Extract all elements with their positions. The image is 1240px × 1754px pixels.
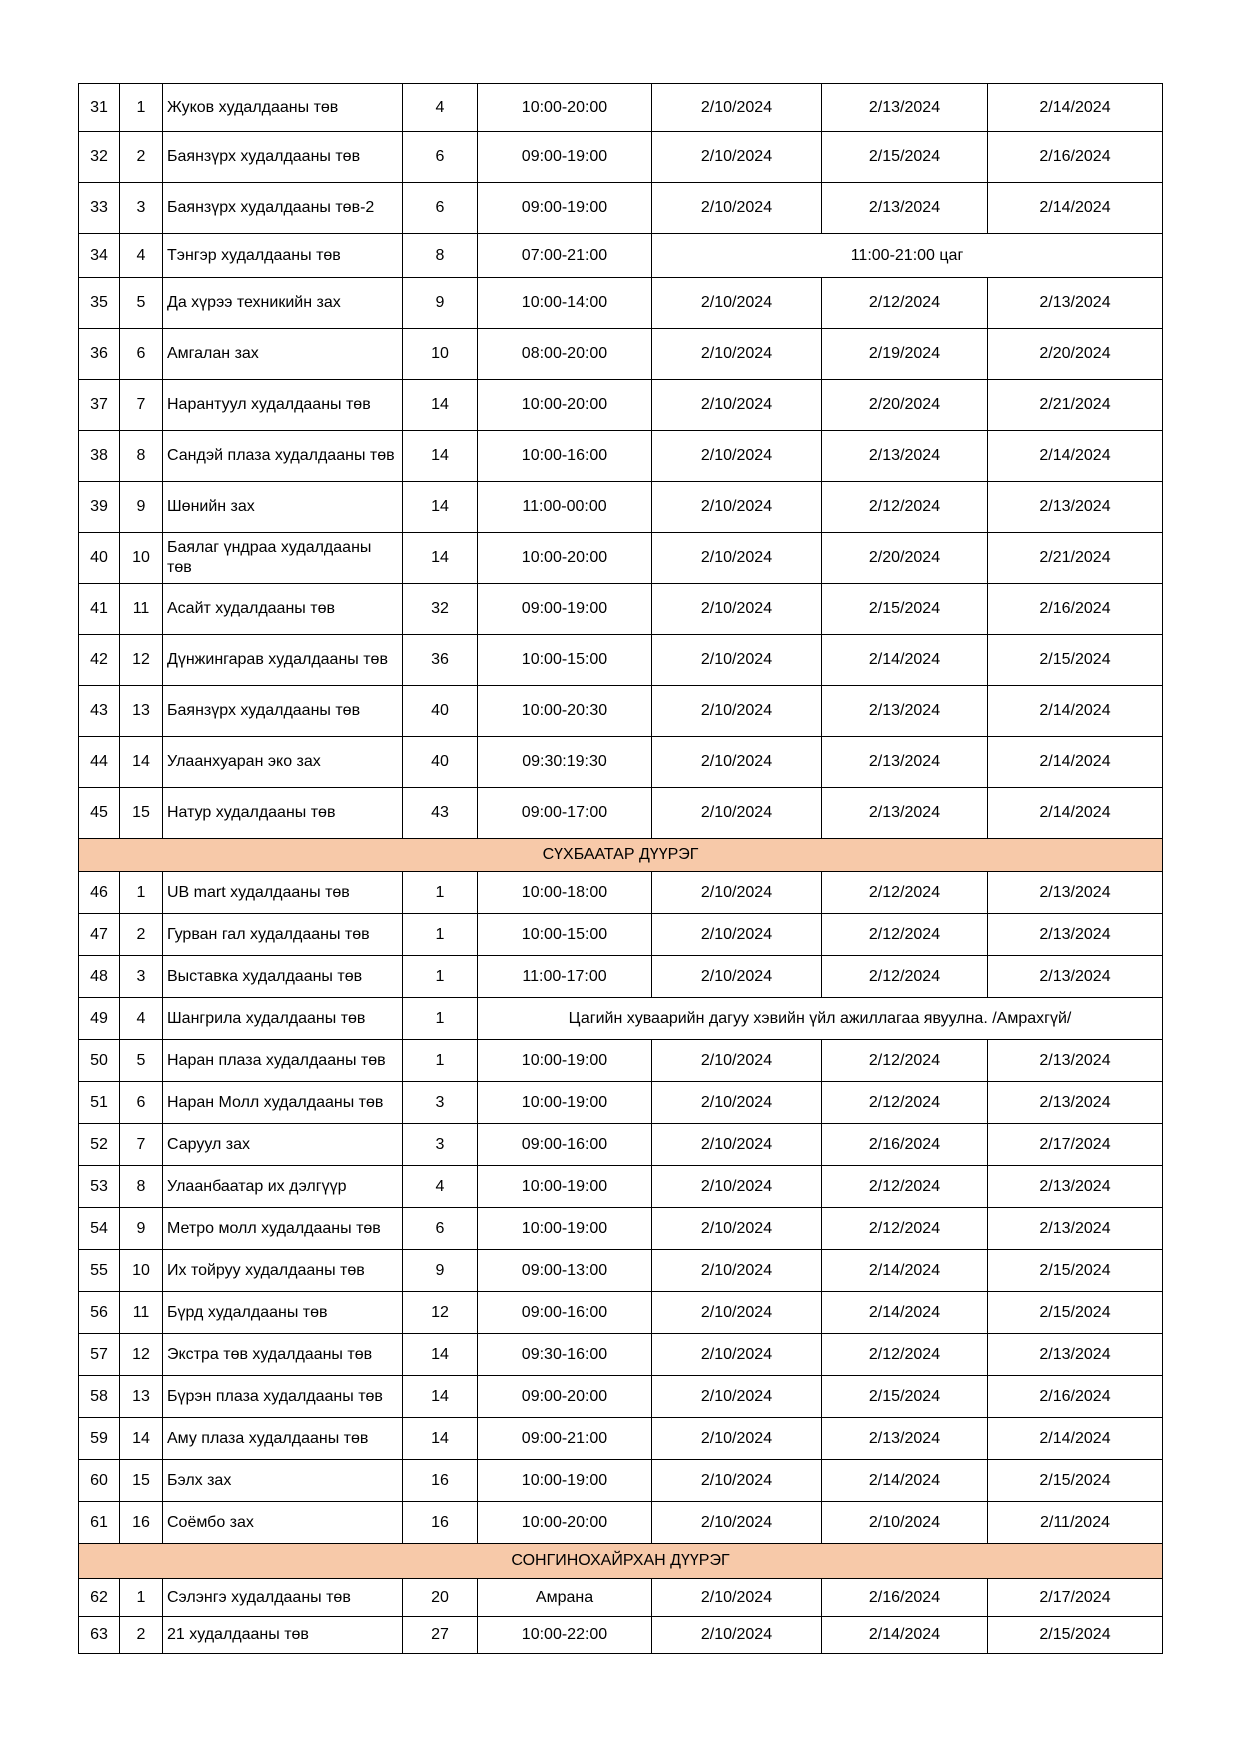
table-row: [79, 1376, 1163, 1418]
date-3: 2/15/2024: [988, 1617, 1163, 1654]
date-1: 2/10/2024: [652, 635, 822, 686]
district-index: 1: [120, 84, 163, 132]
working-hours: 07:00-21:00: [478, 234, 652, 278]
date-1: 2/10/2024: [652, 482, 822, 533]
date-2: 2/13/2024: [822, 686, 988, 737]
working-hours: 10:00-20:00: [478, 380, 652, 431]
row-number: 56: [79, 1292, 120, 1334]
market-name: Баянзүрх худалдааны төв: [163, 132, 403, 183]
schedule-note: Цагийн хуваарийн дагуу хэвийн үйл ажиллагаа явуулна. /Амрахгүй/: [478, 998, 1163, 1040]
date-1: 2/10/2024: [652, 380, 822, 431]
market-name: Экстра төв худалдааны төв: [163, 1334, 403, 1376]
distance-value: 3: [403, 1124, 478, 1166]
date-2: 2/14/2024: [822, 1617, 988, 1654]
row-number: 54: [79, 1208, 120, 1250]
date-1: 2/10/2024: [652, 1617, 822, 1654]
table-row: [79, 84, 1163, 132]
row-number: 49: [79, 998, 120, 1040]
district-index: 12: [120, 635, 163, 686]
date-3: 2/16/2024: [988, 584, 1163, 635]
date-2: 2/10/2024: [822, 1502, 988, 1544]
working-hours: 10:00-19:00: [478, 1040, 652, 1082]
market-name: Шөнийн зах: [163, 482, 403, 533]
working-hours: 09:00-19:00: [478, 584, 652, 635]
date-3: 2/20/2024: [988, 329, 1163, 380]
market-name: Шангрила худалдааны төв: [163, 998, 403, 1040]
date-3: 2/11/2024: [988, 1502, 1163, 1544]
district-index: 16: [120, 1502, 163, 1544]
market-name: 21 худалдааны төв: [163, 1617, 403, 1654]
row-number: 52: [79, 1124, 120, 1166]
market-name: Гурван гал худалдааны төв: [163, 914, 403, 956]
date-1: 2/10/2024: [652, 329, 822, 380]
date-2: 2/14/2024: [822, 635, 988, 686]
date-3: 2/13/2024: [988, 956, 1163, 998]
market-name: Бүрэн плаза худалдааны төв: [163, 1376, 403, 1418]
table-row: [79, 998, 1163, 1040]
table-row: [79, 914, 1163, 956]
table-row: [79, 183, 1163, 234]
date-1: 2/10/2024: [652, 1208, 822, 1250]
row-number: 31: [79, 84, 120, 132]
date-1: 2/10/2024: [652, 686, 822, 737]
distance-value: 32: [403, 584, 478, 635]
working-hours: 10:00-20:00: [478, 1502, 652, 1544]
date-1: 2/10/2024: [652, 431, 822, 482]
table-row: [79, 380, 1163, 431]
date-2: 2/13/2024: [822, 183, 988, 234]
row-number: 44: [79, 737, 120, 788]
row-number: 58: [79, 1376, 120, 1418]
working-hours: 10:00-22:00: [478, 1617, 652, 1654]
date-2: 2/13/2024: [822, 1418, 988, 1460]
date-1: 2/10/2024: [652, 1082, 822, 1124]
district-heading: СҮХБААТАР ДҮҮРЭГ: [79, 839, 1163, 872]
date-2: 2/12/2024: [822, 1334, 988, 1376]
district-index: 2: [120, 1617, 163, 1654]
date-1: 2/10/2024: [652, 1040, 822, 1082]
market-name: Натур худалдааны төв: [163, 788, 403, 839]
row-number: 50: [79, 1040, 120, 1082]
row-number: 34: [79, 234, 120, 278]
row-number: 57: [79, 1334, 120, 1376]
market-name: Наран плаза худалдааны төв: [163, 1040, 403, 1082]
table-row: [79, 956, 1163, 998]
row-number: 45: [79, 788, 120, 839]
table-row: [79, 788, 1163, 839]
district-index: 7: [120, 1124, 163, 1166]
district-index: 8: [120, 431, 163, 482]
market-name: Саруул зах: [163, 1124, 403, 1166]
table-row: [79, 1208, 1163, 1250]
date-2: 2/12/2024: [822, 278, 988, 329]
date-2: 2/12/2024: [822, 956, 988, 998]
date-3: 2/14/2024: [988, 183, 1163, 234]
row-number: 46: [79, 872, 120, 914]
district-header-row: [79, 1544, 1163, 1579]
date-2: 2/16/2024: [822, 1579, 988, 1617]
date-1: 2/10/2024: [652, 132, 822, 183]
district-index: 13: [120, 686, 163, 737]
row-number: 43: [79, 686, 120, 737]
date-2: 2/14/2024: [822, 1460, 988, 1502]
date-3: 2/16/2024: [988, 1376, 1163, 1418]
distance-value: 4: [403, 1166, 478, 1208]
row-number: 62: [79, 1579, 120, 1617]
market-name: Соёмбо зах: [163, 1502, 403, 1544]
market-name: Дүнжингарав худалдааны төв: [163, 635, 403, 686]
row-number: 55: [79, 1250, 120, 1292]
district-index: 6: [120, 329, 163, 380]
table-row: [79, 1334, 1163, 1376]
market-name: Аму плаза худалдааны төв: [163, 1418, 403, 1460]
date-1: 2/10/2024: [652, 1418, 822, 1460]
table-row: [79, 584, 1163, 635]
date-3: 2/15/2024: [988, 1460, 1163, 1502]
district-index: 14: [120, 737, 163, 788]
date-2: 2/12/2024: [822, 1166, 988, 1208]
table-row: [79, 1579, 1163, 1617]
date-1: 2/10/2024: [652, 1376, 822, 1418]
district-index: 7: [120, 380, 163, 431]
working-hours: 10:00-18:00: [478, 872, 652, 914]
working-hours: Амрана: [478, 1579, 652, 1617]
working-hours: 09:00-16:00: [478, 1124, 652, 1166]
distance-value: 1: [403, 998, 478, 1040]
district-index: 11: [120, 1292, 163, 1334]
distance-value: 8: [403, 234, 478, 278]
market-name: Выставка худалдааны төв: [163, 956, 403, 998]
market-name: Амгалан зах: [163, 329, 403, 380]
district-index: 9: [120, 482, 163, 533]
date-2: 2/15/2024: [822, 1376, 988, 1418]
table-row: [79, 1124, 1163, 1166]
date-1: 2/10/2024: [652, 84, 822, 132]
table-row: [79, 431, 1163, 482]
date-3: 2/15/2024: [988, 1292, 1163, 1334]
distance-value: 27: [403, 1617, 478, 1654]
distance-value: 16: [403, 1460, 478, 1502]
table-row: [79, 1617, 1163, 1654]
market-name: Нарантуул худалдааны төв: [163, 380, 403, 431]
date-2: 2/13/2024: [822, 431, 988, 482]
working-hours: 10:00-19:00: [478, 1460, 652, 1502]
district-index: 15: [120, 1460, 163, 1502]
date-1: 2/10/2024: [652, 1502, 822, 1544]
distance-value: 4: [403, 84, 478, 132]
date-2: 2/12/2024: [822, 482, 988, 533]
working-hours: 09:30:19:30: [478, 737, 652, 788]
district-index: 9: [120, 1208, 163, 1250]
date-3: 2/13/2024: [988, 1334, 1163, 1376]
date-3: 2/21/2024: [988, 380, 1163, 431]
distance-value: 1: [403, 956, 478, 998]
table-row: [79, 872, 1163, 914]
table-row: [79, 635, 1163, 686]
distance-value: 10: [403, 329, 478, 380]
table-row: [79, 1250, 1163, 1292]
date-3: 2/14/2024: [988, 686, 1163, 737]
market-name: Бүрд худалдааны төв: [163, 1292, 403, 1334]
working-hours: 10:00-20:00: [478, 84, 652, 132]
working-hours: 09:00-19:00: [478, 183, 652, 234]
date-2: 2/13/2024: [822, 737, 988, 788]
date-2: 2/12/2024: [822, 1082, 988, 1124]
distance-value: 14: [403, 431, 478, 482]
distance-value: 6: [403, 183, 478, 234]
row-number: 36: [79, 329, 120, 380]
district-index: 15: [120, 788, 163, 839]
date-2: 2/15/2024: [822, 584, 988, 635]
market-name: Сэлэнгэ худалдааны төв: [163, 1579, 403, 1617]
market-name: Баянзүрх худалдааны төв: [163, 686, 403, 737]
date-3: 2/13/2024: [988, 872, 1163, 914]
market-name: Тэнгэр худалдааны төв: [163, 234, 403, 278]
working-hours: 10:00-14:00: [478, 278, 652, 329]
distance-value: 40: [403, 686, 478, 737]
date-2: 2/13/2024: [822, 788, 988, 839]
date-1: 2/10/2024: [652, 737, 822, 788]
row-number: 33: [79, 183, 120, 234]
market-schedule-table: [78, 83, 1163, 1654]
district-index: 5: [120, 278, 163, 329]
working-hours: 09:00-20:00: [478, 1376, 652, 1418]
date-2: 2/19/2024: [822, 329, 988, 380]
table-row: [79, 737, 1163, 788]
date-3: 2/17/2024: [988, 1124, 1163, 1166]
date-1: 2/10/2024: [652, 914, 822, 956]
date-3: 2/17/2024: [988, 1579, 1163, 1617]
row-number: 51: [79, 1082, 120, 1124]
district-index: 5: [120, 1040, 163, 1082]
working-hours: 09:00-13:00: [478, 1250, 652, 1292]
working-hours: 10:00-19:00: [478, 1208, 652, 1250]
market-name: Бэлх зах: [163, 1460, 403, 1502]
date-3: 2/16/2024: [988, 132, 1163, 183]
row-number: 48: [79, 956, 120, 998]
district-header-row: [79, 839, 1163, 872]
distance-value: 1: [403, 872, 478, 914]
row-number: 47: [79, 914, 120, 956]
distance-value: 9: [403, 1250, 478, 1292]
district-index: 1: [120, 872, 163, 914]
date-2: 2/13/2024: [822, 84, 988, 132]
table-row: [79, 686, 1163, 737]
table-row: [79, 329, 1163, 380]
distance-value: 14: [403, 533, 478, 584]
distance-value: 14: [403, 482, 478, 533]
district-index: 2: [120, 132, 163, 183]
date-1: 2/10/2024: [652, 584, 822, 635]
working-hours: 10:00-15:00: [478, 914, 652, 956]
date-2: 2/16/2024: [822, 1124, 988, 1166]
date-3: 2/14/2024: [988, 84, 1163, 132]
row-number: 32: [79, 132, 120, 183]
row-number: 59: [79, 1418, 120, 1460]
district-index: 8: [120, 1166, 163, 1208]
distance-value: 9: [403, 278, 478, 329]
distance-value: 6: [403, 1208, 478, 1250]
date-2: 2/14/2024: [822, 1292, 988, 1334]
row-number: 63: [79, 1617, 120, 1654]
date-1: 2/10/2024: [652, 1250, 822, 1292]
district-index: 14: [120, 1418, 163, 1460]
market-name: Баянзүрх худалдааны төв-2: [163, 183, 403, 234]
market-name: Жуков худалдааны төв: [163, 84, 403, 132]
table-row: [79, 132, 1163, 183]
date-3: 2/14/2024: [988, 788, 1163, 839]
date-1: 2/10/2024: [652, 1124, 822, 1166]
date-3: 2/13/2024: [988, 1166, 1163, 1208]
working-hours: 09:00-19:00: [478, 132, 652, 183]
market-name: Улаанхуаран эко зах: [163, 737, 403, 788]
date-3: 2/21/2024: [988, 533, 1163, 584]
working-hours: 10:00-19:00: [478, 1166, 652, 1208]
market-name: Их тойруу худалдааны төв: [163, 1250, 403, 1292]
district-index: 4: [120, 234, 163, 278]
date-3: 2/13/2024: [988, 1082, 1163, 1124]
district-index: 3: [120, 956, 163, 998]
date-2: 2/12/2024: [822, 914, 988, 956]
row-number: 40: [79, 533, 120, 584]
table-row: [79, 1418, 1163, 1460]
date-2: 2/20/2024: [822, 380, 988, 431]
distance-value: 1: [403, 1040, 478, 1082]
date-2: 2/12/2024: [822, 1208, 988, 1250]
table-row: [79, 1166, 1163, 1208]
date-3: 2/14/2024: [988, 737, 1163, 788]
district-heading: СОНГИНОХАЙРХАН ДҮҮРЭГ: [79, 1544, 1163, 1579]
district-index: 2: [120, 914, 163, 956]
date-3: 2/13/2024: [988, 1040, 1163, 1082]
market-name: Сандэй плаза худалдааны төв: [163, 431, 403, 482]
district-index: 6: [120, 1082, 163, 1124]
market-name: Наран Молл худалдааны төв: [163, 1082, 403, 1124]
table-row: [79, 1292, 1163, 1334]
table-row: [79, 234, 1163, 278]
district-index: 1: [120, 1579, 163, 1617]
row-number: 60: [79, 1460, 120, 1502]
working-hours: 09:00-21:00: [478, 1418, 652, 1460]
market-name: Улаанбаатар их дэлгүүр: [163, 1166, 403, 1208]
district-index: 10: [120, 1250, 163, 1292]
distance-value: 36: [403, 635, 478, 686]
date-3: 2/15/2024: [988, 1250, 1163, 1292]
working-hours: 09:00-16:00: [478, 1292, 652, 1334]
distance-value: 14: [403, 380, 478, 431]
distance-value: 3: [403, 1082, 478, 1124]
distance-value: 1: [403, 914, 478, 956]
date-2: 2/15/2024: [822, 132, 988, 183]
working-hours: 11:00-17:00: [478, 956, 652, 998]
date-1: 2/10/2024: [652, 788, 822, 839]
working-hours: 09:00-17:00: [478, 788, 652, 839]
date-1: 2/10/2024: [652, 956, 822, 998]
table-row: [79, 533, 1163, 584]
date-1: 2/10/2024: [652, 278, 822, 329]
date-3: 2/13/2024: [988, 482, 1163, 533]
working-hours: 11:00-00:00: [478, 482, 652, 533]
date-2: 2/20/2024: [822, 533, 988, 584]
date-1: 2/10/2024: [652, 533, 822, 584]
table-row: [79, 1082, 1163, 1124]
working-hours: 08:00-20:00: [478, 329, 652, 380]
market-name: Баялаг үндраа худалдааны төв: [163, 533, 403, 584]
date-3: 2/14/2024: [988, 1418, 1163, 1460]
row-number: 35: [79, 278, 120, 329]
market-name: Метро молл худалдааны төв: [163, 1208, 403, 1250]
market-name: UB mart худалдааны төв: [163, 872, 403, 914]
date-2: 2/14/2024: [822, 1250, 988, 1292]
distance-value: 12: [403, 1292, 478, 1334]
row-number: 61: [79, 1502, 120, 1544]
distance-value: 14: [403, 1376, 478, 1418]
working-hours: 10:00-19:00: [478, 1082, 652, 1124]
date-2: 2/12/2024: [822, 872, 988, 914]
date-1: 2/10/2024: [652, 1292, 822, 1334]
row-number: 53: [79, 1166, 120, 1208]
working-hours: 09:30-16:00: [478, 1334, 652, 1376]
district-index: 3: [120, 183, 163, 234]
working-hours: 10:00-15:00: [478, 635, 652, 686]
working-hours: 10:00-16:00: [478, 431, 652, 482]
district-index: 10: [120, 533, 163, 584]
district-index: 4: [120, 998, 163, 1040]
table-row: [79, 1502, 1163, 1544]
table-row: [79, 1460, 1163, 1502]
distance-value: 6: [403, 132, 478, 183]
date-3: 2/13/2024: [988, 914, 1163, 956]
row-number: 39: [79, 482, 120, 533]
row-number: 42: [79, 635, 120, 686]
row-number: 38: [79, 431, 120, 482]
working-hours: 10:00-20:30: [478, 686, 652, 737]
date-1: 2/10/2024: [652, 183, 822, 234]
district-index: 12: [120, 1334, 163, 1376]
distance-value: 40: [403, 737, 478, 788]
row-number: 37: [79, 380, 120, 431]
date-3: 2/15/2024: [988, 635, 1163, 686]
date-2: 2/12/2024: [822, 1040, 988, 1082]
market-name: Да хүрээ техникийн зах: [163, 278, 403, 329]
date-3: 2/13/2024: [988, 1208, 1163, 1250]
distance-value: 14: [403, 1418, 478, 1460]
date-3: 2/14/2024: [988, 431, 1163, 482]
distance-value: 43: [403, 788, 478, 839]
market-name: Асайт худалдааны төв: [163, 584, 403, 635]
distance-value: 14: [403, 1334, 478, 1376]
district-index: 11: [120, 584, 163, 635]
date-1: 2/10/2024: [652, 1166, 822, 1208]
date-1: 2/10/2024: [652, 1460, 822, 1502]
distance-value: 20: [403, 1579, 478, 1617]
distance-value: 16: [403, 1502, 478, 1544]
working-hours: 10:00-20:00: [478, 533, 652, 584]
table-row: [79, 278, 1163, 329]
table-row: [79, 1040, 1163, 1082]
date-1: 2/10/2024: [652, 1334, 822, 1376]
date-1: 2/10/2024: [652, 872, 822, 914]
schedule-note: 11:00-21:00 цаг: [652, 234, 1163, 278]
district-index: 13: [120, 1376, 163, 1418]
date-3: 2/13/2024: [988, 278, 1163, 329]
table-row: [79, 482, 1163, 533]
table-body: [79, 84, 1163, 1654]
date-1: 2/10/2024: [652, 1579, 822, 1617]
row-number: 41: [79, 584, 120, 635]
